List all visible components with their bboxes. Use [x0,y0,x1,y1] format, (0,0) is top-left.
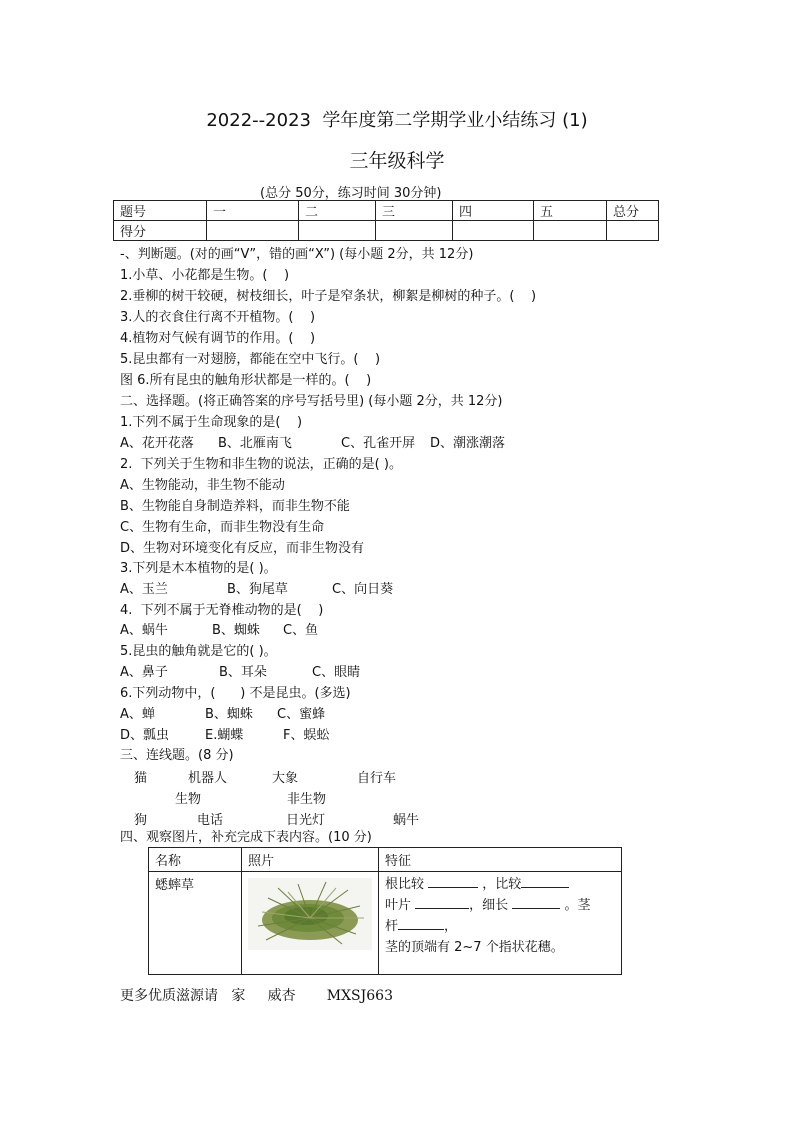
score-table [113,200,659,241]
option[interactable]: D、瓢虫 [120,728,170,743]
match-item[interactable]: 蜗牛 [393,813,420,828]
score-cell[interactable] [299,221,376,241]
score-cell[interactable] [534,221,607,241]
option[interactable]: D、生物对环境变化有反应，而非生物没有 [120,541,365,556]
option[interactable]: B、狗尾草 [227,582,288,597]
page-subtitle: 三年级科学 [349,150,445,172]
match-item[interactable]: 猫 [134,771,148,786]
option[interactable]: A、蜗牛 [120,623,168,638]
question-text: 3.下列是木本植物的是( )。 [120,561,277,576]
score-cell[interactable] [207,221,299,241]
section3-heading: 三、连线题。(8 分) [120,748,234,763]
score-cell: 二 [299,201,376,221]
score-cell: 四 [453,201,534,221]
feature-text: ， [444,919,458,934]
question-item: 4.植物对气候有调节的作用。( ) [120,331,316,346]
question-item: 3.人的衣食住行离不开植物。( ) [120,310,316,325]
question-text: 6.下列动物中，( ) 不是昆虫。(多选) [120,686,351,701]
feature-text: ，细长 [469,898,509,913]
page-title: 2022--2023 学年度第二学期学业小结练习 (1) [206,110,588,131]
question-item: 图 6.所有昆虫的触角形状都是一样的。( ) [120,373,372,388]
feature-text: 茎的顶端有 2~7 个指状花穗。 [385,940,564,955]
option[interactable]: A、鼻子 [120,665,168,680]
observation-row [149,872,622,975]
option[interactable]: B、北雁南飞 [218,436,292,451]
grass-photo [248,878,372,950]
option[interactable]: C、孔雀开屏 [341,436,416,451]
option[interactable]: A、花开花落 [120,436,194,451]
option[interactable]: A、蝉 [120,707,155,722]
score-cell[interactable] [607,221,659,241]
option[interactable]: A、生物能动，非生物不能动 [120,478,285,493]
feature-text: 叶片 [385,898,412,913]
section1-heading: -、判断题。(对的画“V”，错的画“X”) (每小题 2分，共 12分) [120,247,474,262]
score-cell: 题号 [114,201,207,221]
option[interactable]: D、潮涨潮落 [430,436,506,451]
blank-field[interactable] [428,887,478,888]
photo-cell [242,872,379,975]
header-feature: 特征 [379,848,622,872]
option[interactable]: B、蜘蛛 [212,623,260,638]
option[interactable]: F、蜈蚣 [283,728,330,743]
blank-field[interactable] [512,908,560,909]
match-item[interactable]: 日光灯 [286,813,326,828]
score-table-row [114,221,659,241]
option[interactable]: C、眼睛 [312,665,361,680]
match-item[interactable]: 机器人 [188,771,228,786]
score-cell[interactable] [376,221,453,241]
header-photo: 照片 [242,848,379,872]
option[interactable]: C、向日葵 [332,582,394,597]
option[interactable]: B、生物能自身制造养料，而非生物不能 [120,499,350,514]
option[interactable]: C、鱼 [283,623,319,638]
option[interactable]: A、玉兰 [120,582,168,597]
option[interactable]: C、生物有生命，而非生物没有生命 [120,520,325,535]
match-target[interactable]: 非生物 [287,792,327,807]
question-item: 1.小草、小花都是生物。( ) [120,268,290,283]
exam-note: (总分 50分，练习时间 30分钟) [260,186,442,201]
question-item: 2.垂柳的树干较硬，树枝细长，叶子是窄条状，柳絮是柳树的种子。( ) [120,289,537,304]
question-text: 1.下列不属于生命现象的是( ) [120,415,303,430]
question-text: 5.昆虫的触角就是它的( )。 [120,644,277,659]
feature-text: 。茎 [564,898,591,913]
feature-text: 根比较 [385,877,425,892]
observation-table [148,847,622,975]
feature-text: 杆 [385,919,399,934]
header-name: 名称 [149,848,242,872]
match-item[interactable]: 自行车 [357,771,397,786]
score-cell: 总分 [607,201,659,221]
match-target[interactable]: 生物 [175,792,202,807]
match-item[interactable]: 电话 [197,813,224,828]
section2-heading: 二、选择题。(将正确答案的序号写括号里) (每小题 2分，共 12分) [120,394,503,409]
question-item: 5.昆虫都有一对翅膀，都能在空中飞行。( ) [120,352,381,367]
observation-header-row [149,848,622,872]
score-cell: 得分 [114,221,207,241]
score-cell[interactable] [453,221,534,241]
option[interactable]: E.蝴蝶 [205,728,244,743]
score-table-row [114,201,659,221]
match-item[interactable]: 狗 [134,813,148,828]
option[interactable]: B、耳朵 [219,665,267,680]
section4-heading: 四、观察图片，补充完成下表内容。(10 分) [120,830,372,845]
footer-note: 更多优质滋源请 家 威杏 MXSJ663 [120,988,393,1004]
feature-text: ，比较 [482,877,522,892]
plant-name: 蟋蟀草 [149,872,242,975]
blank-field[interactable] [415,908,469,909]
feature-cell [379,872,622,975]
blank-field[interactable] [521,887,569,888]
score-cell: 五 [534,201,607,221]
question-text: 2. 下列关于生物和非生物的说法，正确的是( )。 [120,457,402,472]
blank-field[interactable] [398,929,444,930]
option[interactable]: B、蜘蛛 [205,707,253,722]
score-cell: 三 [376,201,453,221]
option[interactable]: C、蜜蜂 [277,707,326,722]
question-text: 4. 下列不属于无脊椎动物的是( ) [120,603,324,618]
match-item[interactable]: 大象 [272,771,299,786]
score-cell: 一 [207,201,299,221]
